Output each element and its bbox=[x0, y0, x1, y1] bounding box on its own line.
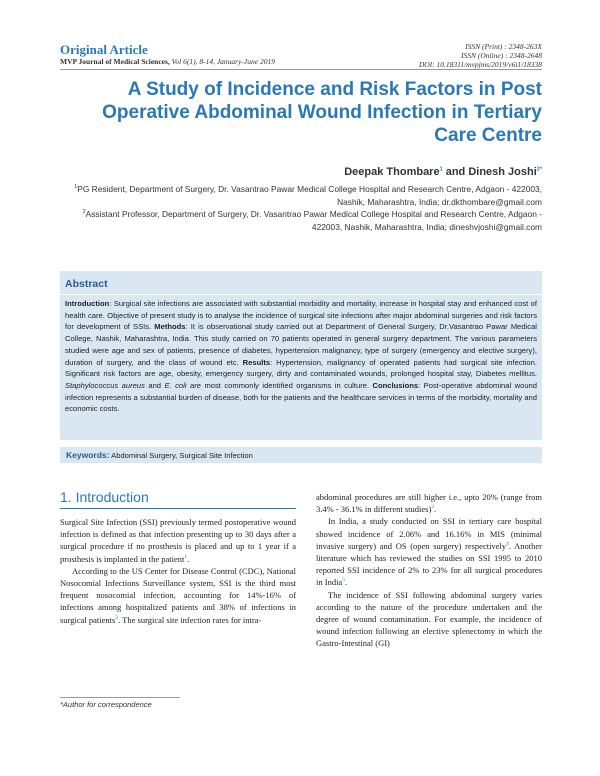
ref-link[interactable]: 1 bbox=[184, 553, 188, 560]
abstract-body: Introduction: Surgical site infections are associated with substantial morbidity and mortality, increase in hospital stay and enhanced cost of health care. Objective of present study is to analyse the incidence of surgical site infections after major abdominal surgeries and risk factors for development of SSIs. Methods: It is observational study carried out at Department of General Surgery, Dr.Vasantrao Pawar Medical College, Nashik, Maharashtra, India. This study carried on 70 patients operated in general surgery department. The various parameters studied were age and sex of patients, presence of diabetes, hypertension malignancy, type of surgery (emergency and elective surgery), duration of surgery, and the class of wound etc. Results: Hypertension, malignancy of operated patients had surgical site infection. Significant risk factors are age, obesity, emergency surgery, dirty and contaminated wounds, prolonged hospital stay, Diabetes mellitus. Staphylococcus aureus and E. coli are most commonly identified organisms in culture. Conclusions: Post-operative abdominal wound infection represents a substantial burden of disease, both for the patients and the healthcare services in terms of the morbidity, mortality and economic costs. bbox=[65, 299, 537, 414]
keywords-bar bbox=[60, 447, 542, 463]
author-1-sup: 1 bbox=[439, 166, 443, 173]
section-heading-introduction: 1. Introduction bbox=[60, 489, 149, 505]
author-1: Deepak Thombare bbox=[344, 166, 440, 178]
keywords-text: Abdominal Surgery, Surgical Site Infection bbox=[109, 451, 253, 460]
intro-paragraph-2: According to the US Center for Disease Control (CDC), National Nosocomial Infections Surveillance system, SSI is the third most frequent nosocomial infection, accounting for 14%-16% of infections among hospitalized patients and 38% of infections in surgical patients$^2$. The surgical site infection rates for intra- bbox=[60, 565, 296, 625]
journal-issue: Vol 6(1), 8-14, January-June 2019 bbox=[171, 57, 275, 66]
author-and: and bbox=[442, 166, 469, 178]
abstract-divider bbox=[60, 294, 542, 295]
author-2: Dinesh Joshi bbox=[468, 166, 537, 178]
issn-block bbox=[419, 42, 542, 69]
affiliation-2: $^2$Assistant Professor, Department of Surgery, Dr. Vasantrao Pawar Medical College Hospital and Research Centre, Adgaon - 422003, Nashik, Maharashtra, India; dineshvjoshi@gmail.com bbox=[82, 209, 542, 232]
footnote: *Author for correspondence bbox=[60, 700, 152, 709]
left-column bbox=[60, 516, 296, 626]
paper-title: A Study of Incidence and Risk Factors in Post Operative Abdominal Wound Infection in Tertiary Care Centre bbox=[102, 79, 542, 146]
doi: DOI: 10.18311/mvpjms/2019/v6i1/18338 bbox=[418, 60, 542, 69]
intro-paragraph-5: The incidence of SSI following abdominal surgery varies according to the nature of the procedure undertaken and the degree of wound contamination. For example, the incidence of wound infection following an elective splenectomy in which the Gastro-Intestinal (GI) bbox=[316, 589, 542, 649]
affiliation-2-sup: 2 bbox=[82, 209, 86, 216]
issn-print: ISSN (Print) : 2348-263X bbox=[465, 42, 542, 51]
issn-online: ISSN (Online) : 2348-2648 bbox=[460, 51, 542, 60]
article-type: Original Article bbox=[60, 42, 148, 57]
author-2-sup: 2* bbox=[536, 166, 542, 173]
ref-link[interactable]: 3 bbox=[431, 504, 435, 511]
abstract-box bbox=[60, 271, 542, 440]
affiliations bbox=[60, 183, 542, 233]
ref-link[interactable]: 4 bbox=[506, 540, 509, 547]
abstract-heading: Abstract bbox=[65, 278, 108, 290]
intro-paragraph-1: Surgical Site Infection (SSI) previously termed postoperative wound infection is defined as that infection presenting up to 30 days after a surgical procedure if no prosthesis is placed and up to 1 year if a prosthesis is implanted in the patient$^1$. bbox=[60, 517, 296, 564]
author-line bbox=[344, 166, 542, 178]
intro-paragraph-4: In India, a study conducted on SSI in tertiary care hospital showed incidence of 2.06% and 16.16% in MIS (minimal invasive surgery) and OS (open surgery) respectively$^4$. Another literature which has reviewed the studies on SSI 1995 to 2010 reported SSI incidence of 2% to 23% for all surgical procedures in India$^5$. bbox=[316, 516, 542, 588]
header-divider bbox=[60, 69, 542, 70]
intro-paragraph-3: abdominal procedures are still higher i.e., upto 20% (range from 3.4% - 36.1% in different studies)$^3$. bbox=[316, 492, 542, 515]
ref-link[interactable]: 5 bbox=[342, 577, 345, 584]
journal-citation bbox=[60, 57, 275, 66]
footnote-divider bbox=[60, 697, 180, 698]
keywords-label: Keywords: bbox=[66, 450, 110, 460]
right-column bbox=[316, 491, 542, 650]
affiliation-1-sup: 1 bbox=[74, 184, 78, 191]
ref-link[interactable]: 2 bbox=[115, 614, 119, 621]
section-heading-rule bbox=[60, 508, 296, 509]
affiliation-1: $^1$PG Resident, Department of Surgery, Dr. Vasantrao Pawar Medical College Hospital and Research Centre, Adgaon - 422003, Nashik, Maharashtra, India; dr.dkthombare@gmail.com bbox=[74, 184, 542, 207]
journal-name: MVP Journal of Medical Sciences, bbox=[60, 57, 170, 66]
